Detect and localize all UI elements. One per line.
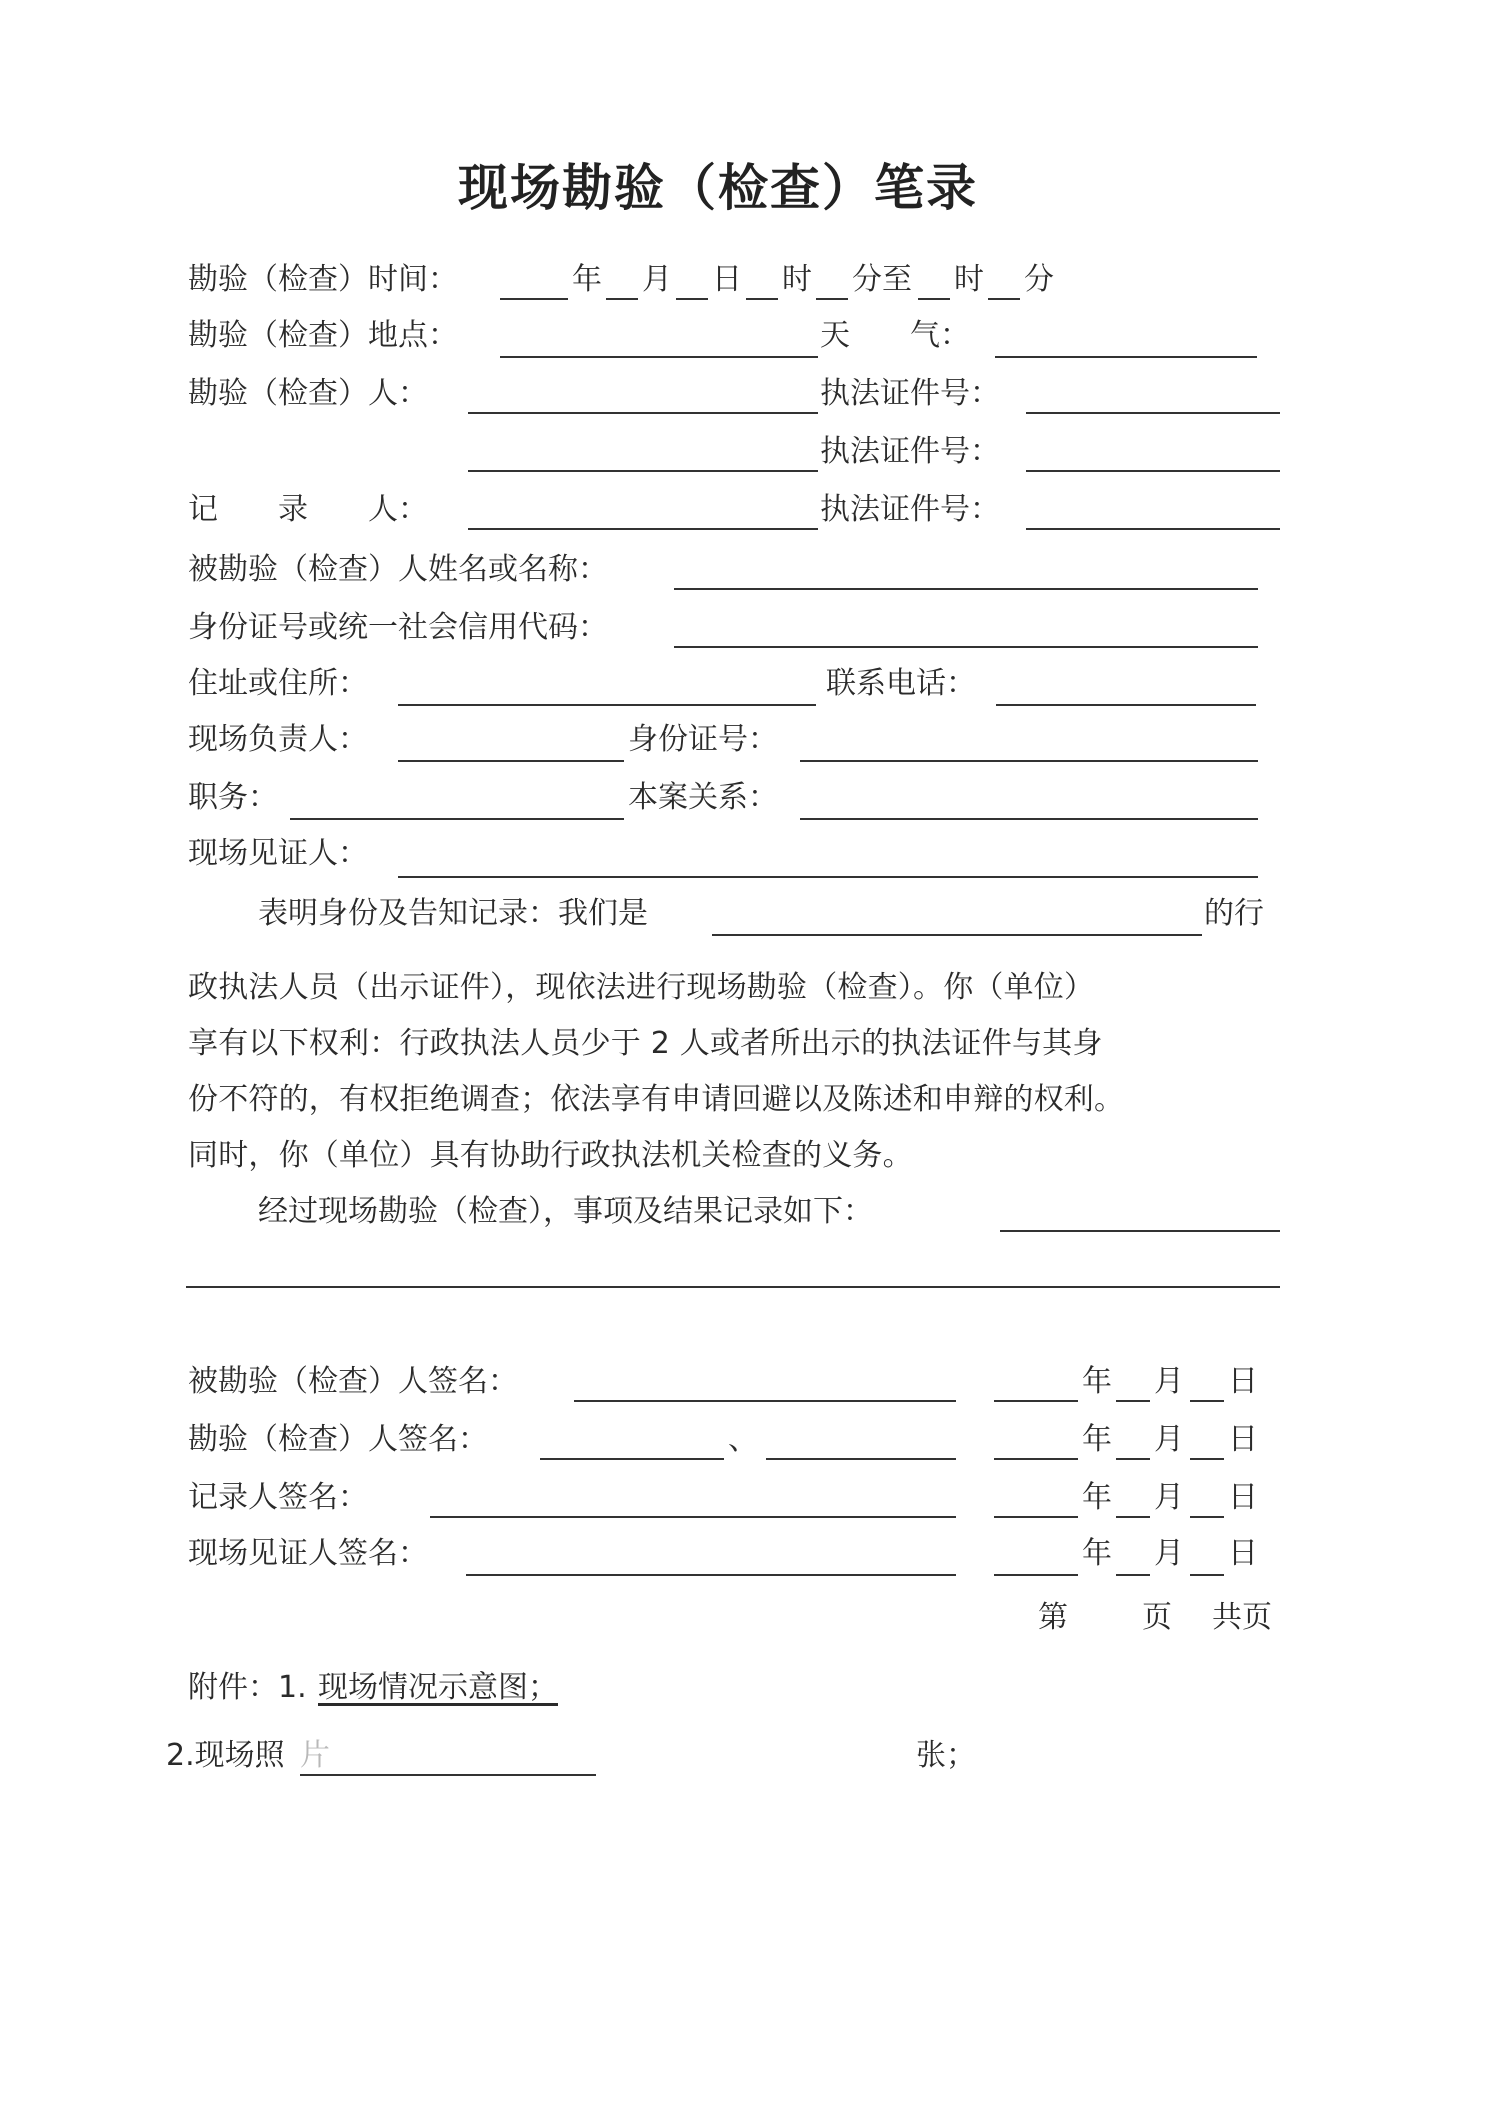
sig-inspected-month-field[interactable] — [1116, 1400, 1150, 1402]
sig-inspector-day-field[interactable] — [1190, 1458, 1224, 1460]
sig-inspected-field[interactable] — [574, 1400, 956, 1402]
id-code-label: 身份证号或统一社会信用代码： — [188, 610, 608, 645]
recorder-cert-field[interactable] — [1026, 528, 1280, 530]
attachment-item-1: 现场情况示意图； — [318, 1670, 558, 1705]
time-label: 勘验（检查）时间： — [188, 262, 458, 297]
time-day-unit: 日 — [712, 262, 742, 297]
sig-inspector-year-field[interactable] — [994, 1458, 1078, 1460]
time-hour-field[interactable] — [746, 298, 778, 300]
result-label: 经过现场勘验（检查），事项及结果记录如下： — [258, 1194, 873, 1229]
sig-inspected-year-unit: 年 — [1082, 1364, 1112, 1399]
sig-recorder-year-unit: 年 — [1082, 1480, 1112, 1515]
sig-witness-year-unit: 年 — [1082, 1536, 1112, 1571]
inspected-name-field[interactable] — [674, 588, 1258, 590]
recorder-label: 记 录 人： — [188, 492, 428, 527]
weather-field[interactable] — [995, 356, 1257, 358]
inspected-name-label: 被勘验（检查）人姓名或名称： — [188, 552, 608, 587]
place-field[interactable] — [500, 356, 818, 358]
photo-count-field[interactable] — [300, 1774, 596, 1776]
result-field-inline[interactable] — [1000, 1230, 1280, 1232]
inspector-cert-label-1: 执法证件号： — [820, 376, 1000, 411]
inspector-cert-label-2: 执法证件号： — [820, 434, 1000, 469]
page-title: 现场勘验（检查）笔录 — [458, 159, 978, 217]
position-field[interactable] — [290, 818, 624, 820]
time-hour2-field[interactable] — [918, 298, 950, 300]
recorder-field[interactable] — [468, 528, 818, 530]
sig-recorder-year-field[interactable] — [994, 1516, 1078, 1518]
inspector-field-2[interactable] — [468, 470, 818, 472]
time-minute2-field[interactable] — [988, 298, 1020, 300]
pager-di: 第 — [1038, 1600, 1068, 1635]
pager-ye: 页 — [1142, 1600, 1172, 1635]
time-month-unit: 月 — [642, 262, 672, 297]
sig-witness-label: 现场见证人签名： — [188, 1536, 428, 1571]
sig-recorder-field[interactable] — [430, 1516, 956, 1518]
attachment-item-2-faint: 片 — [300, 1738, 330, 1773]
inspector-field-1[interactable] — [468, 412, 818, 414]
attachment-item-2-prefix: 2.现场照 — [166, 1738, 285, 1773]
witness-field[interactable] — [398, 876, 1258, 878]
weather-label: 天 气： — [820, 318, 970, 353]
time-hour-unit: 时 — [782, 262, 812, 297]
sig-inspected-year-field[interactable] — [994, 1400, 1078, 1402]
onsite-id-field[interactable] — [800, 760, 1258, 762]
sig-inspector-day-unit: 日 — [1228, 1422, 1258, 1457]
time-minute-to-unit: 分至 — [852, 262, 912, 297]
agency-field[interactable] — [712, 934, 1202, 936]
sig-witness-day-unit: 日 — [1228, 1536, 1258, 1571]
pager-total: 共页 — [1212, 1600, 1272, 1635]
relation-label: 本案关系： — [628, 780, 778, 815]
relation-field[interactable] — [800, 818, 1258, 820]
sig-inspector-field-1[interactable] — [540, 1458, 724, 1460]
sig-inspected-day-unit: 日 — [1228, 1364, 1258, 1399]
phone-label: 联系电话： — [826, 666, 976, 701]
time-month-field[interactable] — [606, 298, 638, 300]
sig-witness-day-field[interactable] — [1190, 1574, 1224, 1576]
notice-line-2: 享有以下权利：行政执法人员少于 2 人或者所出示的执法证件与其身 — [188, 1026, 1103, 1061]
notice-line-3: 份不符的，有权拒绝调查；依法享有申请回避以及陈述和申辩的权利。 — [188, 1082, 1125, 1117]
sig-witness-month-field[interactable] — [1116, 1574, 1150, 1576]
notice-line-1: 政执法人员（出示证件），现依法进行现场勘验（检查）。你（单位） — [188, 970, 1095, 1005]
recorder-cert-label: 执法证件号： — [820, 492, 1000, 527]
sig-recorder-day-unit: 日 — [1228, 1480, 1258, 1515]
notice-line-4: 同时，你（单位）具有协助行政执法机关检查的义务。 — [188, 1138, 913, 1173]
onsite-id-label: 身份证号： — [628, 722, 778, 757]
sig-inspected-month-unit: 月 — [1154, 1364, 1184, 1399]
position-label: 职务： — [188, 780, 278, 815]
sig-inspector-label: 勘验（检查）人签名： — [188, 1422, 488, 1457]
id-code-field[interactable] — [674, 646, 1258, 648]
sig-recorder-month-unit: 月 — [1154, 1480, 1184, 1515]
inspector-label: 勘验（检查）人： — [188, 376, 428, 411]
attachments-label: 附件：1. — [188, 1670, 307, 1705]
address-field[interactable] — [398, 704, 816, 706]
inspector-cert-field-2[interactable] — [1026, 470, 1280, 472]
time-day-field[interactable] — [676, 298, 708, 300]
onsite-person-field[interactable] — [398, 760, 624, 762]
sig-inspector-field-2[interactable] — [766, 1458, 956, 1460]
witness-label: 现场见证人： — [188, 836, 368, 871]
sig-inspector-month-unit: 月 — [1154, 1422, 1184, 1457]
time-year-field[interactable] — [500, 298, 568, 300]
sig-inspected-day-field[interactable] — [1190, 1400, 1224, 1402]
time-minute-field[interactable] — [816, 298, 848, 300]
sig-recorder-day-field[interactable] — [1190, 1516, 1224, 1518]
sig-witness-field[interactable] — [466, 1574, 956, 1576]
time-year-unit: 年 — [572, 262, 602, 297]
sig-recorder-month-field[interactable] — [1116, 1516, 1150, 1518]
sig-witness-month-unit: 月 — [1154, 1536, 1184, 1571]
address-label: 住址或住所： — [188, 666, 368, 701]
onsite-person-label: 现场负责人： — [188, 722, 368, 757]
notice-tail: 的行 — [1204, 896, 1264, 931]
phone-field[interactable] — [996, 704, 1256, 706]
result-field-line[interactable] — [186, 1286, 1280, 1288]
time-hour2-unit: 时 — [954, 262, 984, 297]
sig-recorder-label: 记录人签名： — [188, 1480, 368, 1515]
time-minute2-unit: 分 — [1024, 262, 1054, 297]
notice-lead: 表明身份及告知记录：我们是 — [258, 896, 648, 931]
inspector-cert-field-1[interactable] — [1026, 412, 1280, 414]
sig-witness-year-field[interactable] — [994, 1574, 1078, 1576]
sig-inspector-year-unit: 年 — [1082, 1422, 1112, 1457]
place-label: 勘验（检查）地点： — [188, 318, 458, 353]
sig-inspector-month-field[interactable] — [1116, 1458, 1150, 1460]
sig-inspector-separator: 、 — [728, 1422, 758, 1457]
sig-inspected-label: 被勘验（检查）人签名： — [188, 1364, 518, 1399]
attachment-item-2-suffix: 张； — [916, 1738, 976, 1773]
